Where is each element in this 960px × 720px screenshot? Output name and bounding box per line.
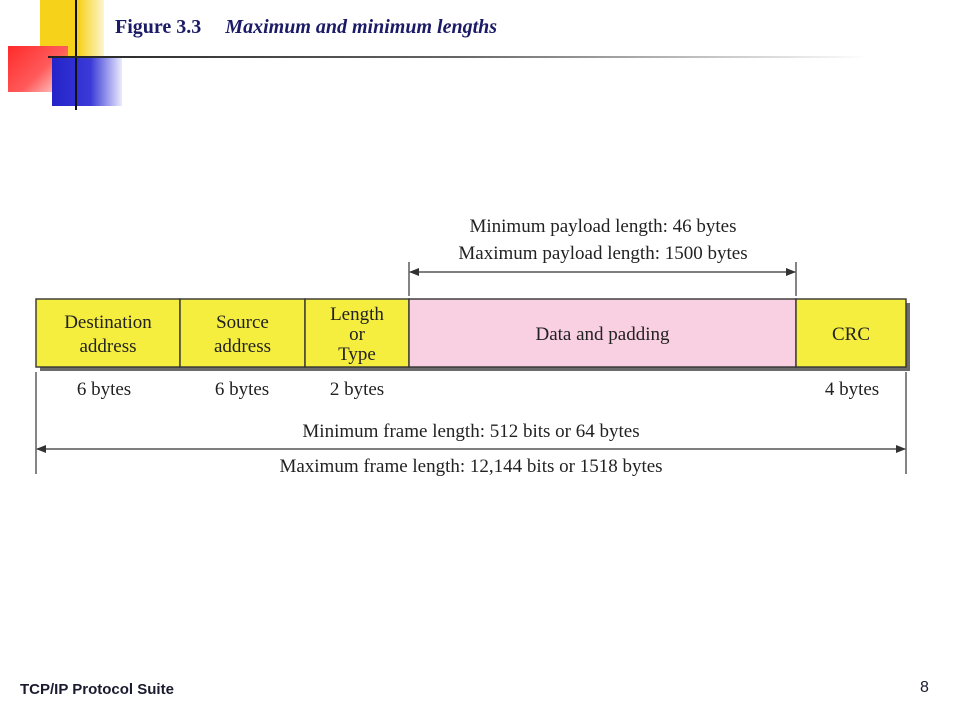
field-label-data-padding: Data and padding — [535, 324, 670, 345]
footer-title: TCP/IP Protocol Suite — [20, 681, 174, 698]
field-label-destination-address: address — [79, 336, 137, 357]
field-label-length-type: Length — [330, 304, 384, 325]
field-label-destination-address: Destination — [64, 312, 152, 333]
field-label-source-address: address — [214, 336, 271, 357]
payload-min-label: Minimum payload length: 46 bytes — [469, 216, 737, 237]
field-label-crc: CRC — [831, 324, 871, 345]
page-number: 8 — [920, 679, 929, 696]
field-size-destination-address: 6 bytes — [76, 379, 132, 400]
field-label-length-type: Type — [338, 344, 376, 365]
frame-min-label: Minimum frame length: 512 bits or 64 bytes — [302, 421, 640, 442]
figure-number: Figure 3.3 — [115, 16, 202, 38]
field-label-source-address: Source — [216, 312, 269, 333]
field-label-length-type: or — [349, 324, 365, 345]
field-size-crc: 4 bytes — [824, 379, 880, 400]
figure-title: Maximum and minimum lengths — [225, 16, 498, 38]
field-size-source-address: 6 bytes — [214, 379, 270, 400]
field-size-length-type: 2 bytes — [329, 379, 385, 400]
frame-max-label: Maximum frame length: 12,144 bits or 1518 bytes — [279, 456, 663, 477]
payload-max-label: Maximum payload length: 1500 bytes — [458, 243, 748, 264]
